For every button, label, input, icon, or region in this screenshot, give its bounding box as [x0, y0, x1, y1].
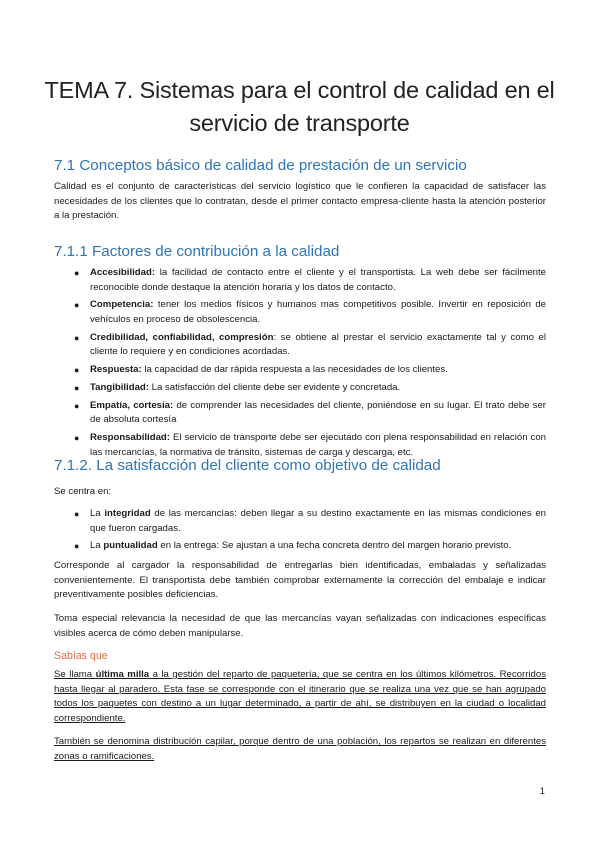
section-heading-7-1-1: 7.1.1 Factores de contribución a la calidad	[54, 243, 340, 260]
bullet-icon: ●	[74, 541, 80, 552]
paragraph-ultima-milla: Se llama última milla a la gestión del reparto de paquetería, que se centra en los últimos kilómetros. Recorridos hasta llegar al paradero. Esta fase se corresponde con el itinerario que se realiza una vez que se han agrupado todos los paquetes con destino a un lugar determinado, a partir de ahí, se distribuyen en la ciudad o localidad correspondiente.	[54, 669, 547, 724]
bullet-icon: ●	[74, 400, 80, 411]
list-item: ● Credibilidad, confiabilidad, compresión: se obtiene al prestar el servicio exactamente tal y como el cliente lo requiere y en condiciones acordadas.	[74, 331, 546, 358]
list-item: ● Empatía, cortesía: de comprender las necesidades del cliente, poniéndose en su lugar. El trato debe ser de absoluta cortesía	[74, 399, 546, 426]
page-number: 1	[539, 786, 545, 797]
list-item: ● La integridad de las mercancías: deben llegar a su destino exactamente en las mismas condiciones en que fueron cargadas.	[74, 508, 546, 534]
bullet-icon: ●	[74, 433, 80, 444]
bullet-icon: ●	[74, 332, 80, 343]
bullet-icon: ●	[74, 268, 80, 278]
paragraph-calidad-definition: Calidad es el conjunto de características del servicio logístico que le confieren la capacidad de satisfacer las necesidades de los clientes que lo contratan, desde el primer contacto empresa-cliente hasta la atención posterior a la prestación.	[54, 181, 546, 221]
paragraph-senalizacion: Toma especial relevancia la necesidad de que las mercancías vayan señalizadas con indicaciones específicas visibles acerca de cómo deben manipularse.	[54, 613, 546, 639]
bullet-icon: ●	[74, 509, 80, 519]
paragraph-distribucion-capilar: También se denomina distribución capilar, porque dentro de una población, los repartos se realizan en diferentes zonas o ramificaciones.	[54, 736, 546, 762]
factors-list	[54, 266, 546, 464]
document-title: TEMA 7. Sistemas para el control de calidad en el servicio de transporte	[44, 77, 555, 136]
paragraph-cargador: Corresponde al cargador la responsabilidad de entregarlas bien identificadas, embaladas y señalizadas convenientemente. El transportista debe también comprobar externamente la corrección del embalaje e indicar preventivamente posibles deficiencias.	[54, 560, 546, 600]
sabias-que-heading: Sabías que	[54, 650, 108, 662]
list-item: ● Respuesta: la capacidad de dar rápida respuesta a las necesidades de los clientes.	[54, 363, 546, 378]
section-heading-7-1-2: 7.1.2. La satisfacción del cliente como objetivo de calidad	[54, 457, 441, 474]
satisfaction-list	[54, 507, 546, 557]
list-item: ● Tangibilidad: La satisfacción del cliente debe ser evidente y concretada.	[54, 381, 546, 396]
bullet-icon: ●	[74, 300, 80, 311]
bullet-icon: ●	[74, 365, 80, 376]
list-item: ● Competencia: tener los medios físicos y humanos mas competitivos posible. Invertir en reposición de vehículos en proceso de obsolescencia.	[74, 299, 546, 325]
bullet-icon: ●	[74, 383, 80, 394]
section-heading-7-1: 7.1 Conceptos básico de calidad de prestación de un servicio	[54, 157, 467, 174]
list-item: ● Responsabilidad: El servicio de transporte debe ser ejecutado con plena responsabilidad en relación con las mercancías, la normativa de tránsito, sistemas de carga y descarga, etc.	[74, 432, 546, 458]
paragraph-intro: Se centra en:	[54, 486, 112, 497]
list-item: ● La puntualidad en la entrega: Se ajustan a una fecha concreta dentro del margen horario previsto.	[54, 539, 546, 554]
list-item: ● Accesibilidad: la facilidad de contacto entre el cliente y el transportista. La web debe ser fácilmente reconocible donde destaque la atención horaria y los datos de contacto.	[74, 267, 546, 293]
